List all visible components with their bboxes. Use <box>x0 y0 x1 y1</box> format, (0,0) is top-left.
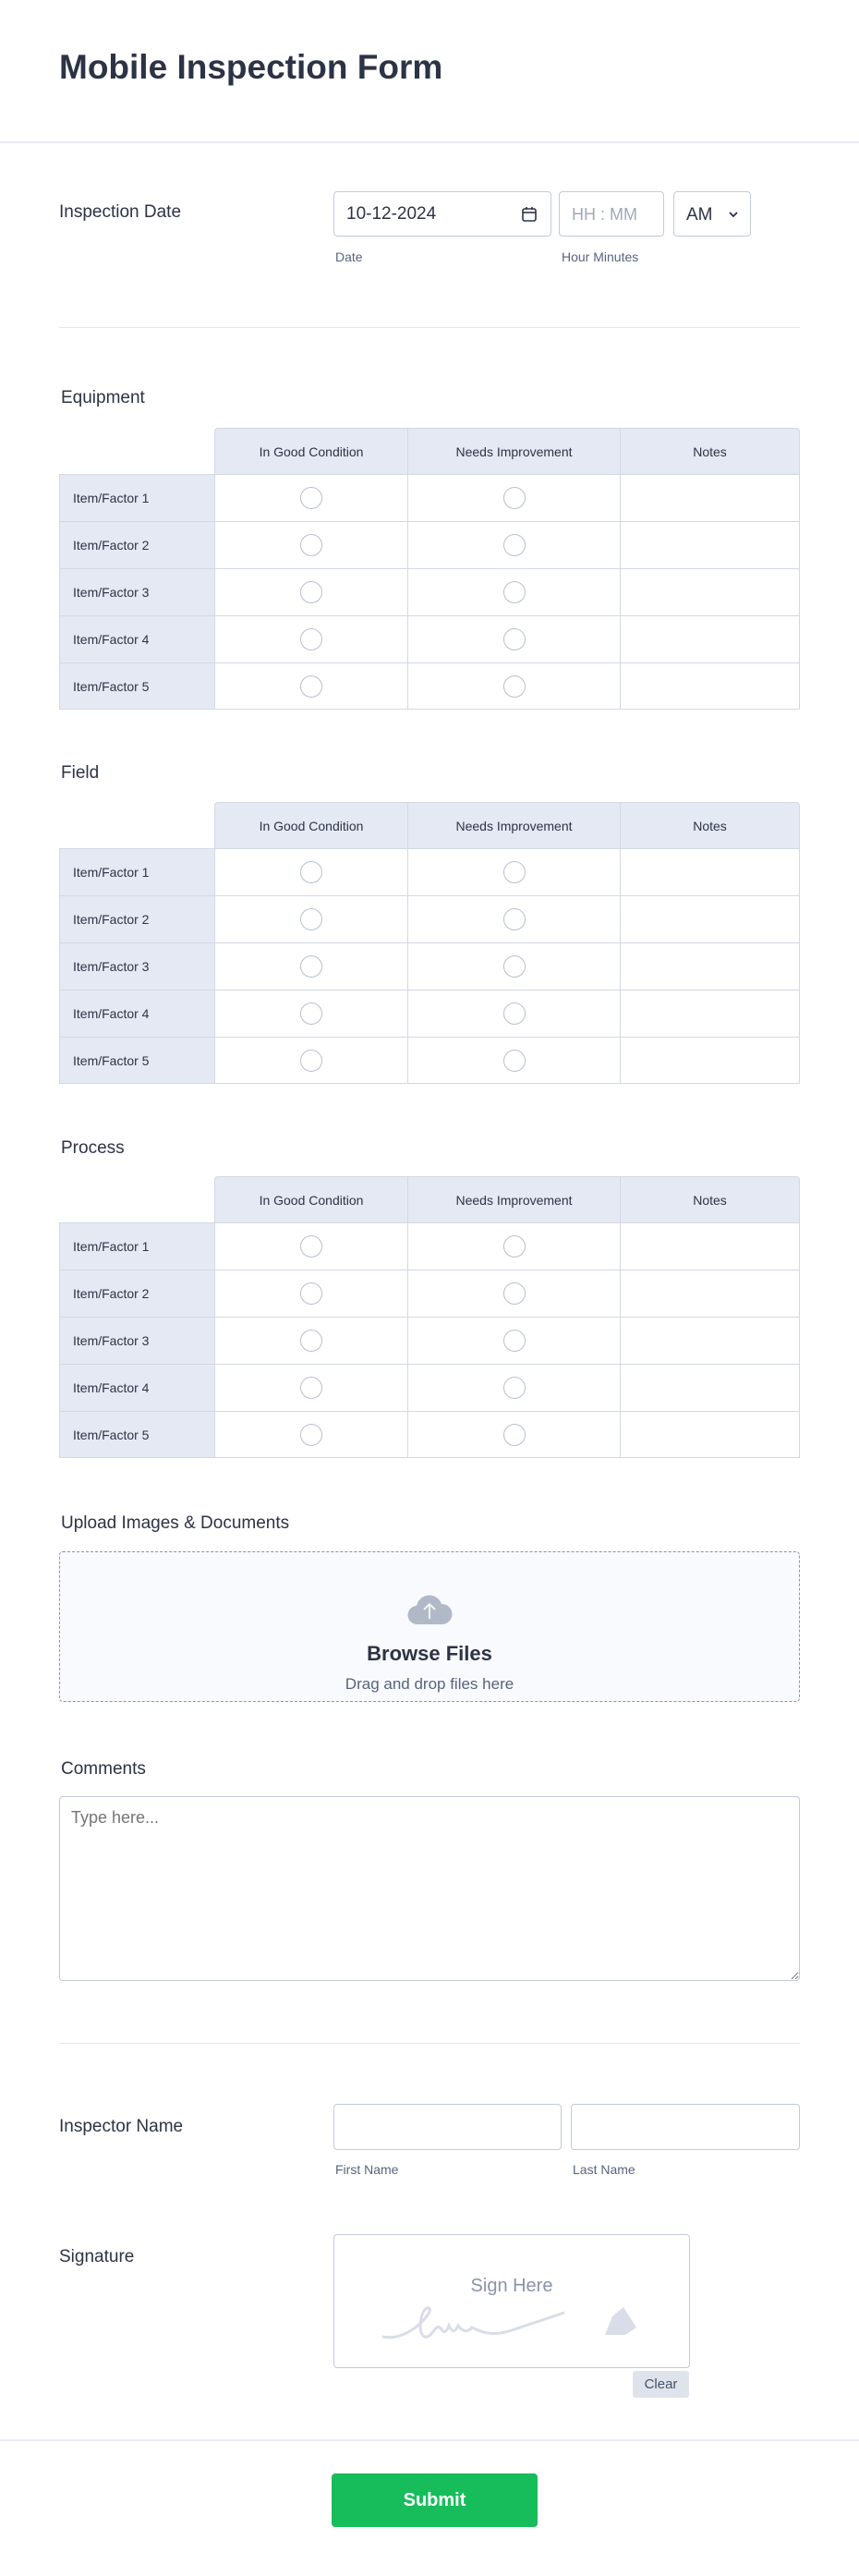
matrix-table <box>59 1176 800 1458</box>
table-row <box>59 568 800 615</box>
column-header: In Good Condition <box>214 428 407 474</box>
row-label: Item/Factor 2 <box>59 521 214 568</box>
table-row <box>59 990 800 1037</box>
column-header: Needs Improvement <box>407 802 620 848</box>
blank-header <box>59 802 214 848</box>
needs-improvement-radio[interactable] <box>503 1235 526 1258</box>
needs-improvement-cell <box>407 615 620 662</box>
needs-improvement-radio[interactable] <box>503 861 526 883</box>
good-condition-radio[interactable] <box>300 487 322 509</box>
time-placeholder: HH : MM <box>572 205 637 224</box>
blank-header <box>59 1176 214 1222</box>
footer-divider <box>0 2439 859 2441</box>
needs-improvement-cell <box>407 1364 620 1411</box>
needs-improvement-cell <box>407 1037 620 1084</box>
good-condition-cell <box>214 568 407 615</box>
date-input[interactable] <box>333 191 551 237</box>
row-label: Item/Factor 3 <box>59 568 214 615</box>
good-condition-radio[interactable] <box>300 534 322 556</box>
browse-files-button[interactable]: Browse Files <box>367 1642 492 1665</box>
row-label: Item/Factor 5 <box>59 1037 214 1084</box>
needs-improvement-radio[interactable] <box>503 1424 526 1446</box>
good-condition-cell <box>214 615 407 662</box>
good-condition-cell <box>214 521 407 568</box>
needs-improvement-radio[interactable] <box>503 1377 526 1399</box>
chevron-down-icon <box>728 211 739 218</box>
comments-label: Comments <box>61 1759 146 1779</box>
notes-cell[interactable] <box>620 615 800 662</box>
notes-cell[interactable] <box>620 521 800 568</box>
header-row <box>59 428 800 474</box>
notes-cell[interactable] <box>620 474 800 521</box>
needs-improvement-cell <box>407 942 620 990</box>
header-row <box>59 802 800 848</box>
needs-improvement-radio[interactable] <box>503 955 526 978</box>
notes-cell[interactable] <box>620 1317 800 1364</box>
page-title: Mobile Inspection Form <box>59 48 443 86</box>
row-label: Item/Factor 4 <box>59 615 214 662</box>
needs-improvement-cell <box>407 895 620 942</box>
notes-cell[interactable] <box>620 895 800 942</box>
notes-cell[interactable] <box>620 662 800 710</box>
calendar-icon[interactable] <box>521 205 538 224</box>
row-label: Item/Factor 5 <box>59 662 214 710</box>
table-row <box>59 1317 800 1364</box>
notes-cell[interactable] <box>620 942 800 990</box>
row-label: Item/Factor 3 <box>59 942 214 990</box>
matrix-table <box>59 802 800 1084</box>
good-condition-radio[interactable] <box>300 1424 322 1446</box>
good-condition-radio[interactable] <box>300 1330 322 1352</box>
first-name-sublabel: First Name <box>335 2162 399 2177</box>
table-row <box>59 662 800 710</box>
good-condition-radio[interactable] <box>300 675 322 698</box>
good-condition-cell <box>214 990 407 1037</box>
needs-improvement-radio[interactable] <box>503 1330 526 1352</box>
drop-hint: Drag and drop files here <box>345 1675 514 1693</box>
needs-improvement-cell <box>407 521 620 568</box>
column-header: Notes <box>620 1176 800 1222</box>
good-condition-cell <box>214 895 407 942</box>
table-row <box>59 942 800 990</box>
date-sublabel: Date <box>335 249 363 264</box>
good-condition-cell <box>214 474 407 521</box>
needs-improvement-radio[interactable] <box>503 628 526 650</box>
good-condition-cell <box>214 942 407 990</box>
table-row <box>59 1222 800 1270</box>
table-row <box>59 474 800 521</box>
signature-label: Signature <box>59 2247 135 2266</box>
column-header: Needs Improvement <box>407 428 620 474</box>
table-row <box>59 848 800 895</box>
matrix-table <box>59 428 800 710</box>
needs-improvement-cell <box>407 848 620 895</box>
notes-cell[interactable] <box>620 1270 800 1317</box>
submit-button[interactable]: Submit <box>332 2473 538 2527</box>
signature-scribble-icon <box>381 2300 658 2355</box>
header-row <box>59 1176 800 1222</box>
good-condition-cell <box>214 1270 407 1317</box>
needs-improvement-radio[interactable] <box>503 1282 526 1305</box>
row-label: Item/Factor 4 <box>59 990 214 1037</box>
needs-improvement-cell <box>407 1317 620 1364</box>
blank-header <box>59 428 214 474</box>
inspector-name-label: Inspector Name <box>59 2117 184 2136</box>
matrix-field <box>59 802 800 1084</box>
table-row <box>59 1364 800 1411</box>
needs-improvement-radio[interactable] <box>503 908 526 930</box>
good-condition-radio[interactable] <box>300 628 322 650</box>
needs-improvement-cell <box>407 662 620 710</box>
time-input[interactable] <box>559 191 664 237</box>
clear-signature-button[interactable]: Clear <box>633 2371 689 2398</box>
row-label: Item/Factor 1 <box>59 474 214 521</box>
good-condition-cell <box>214 1317 407 1364</box>
needs-improvement-cell <box>407 1270 620 1317</box>
needs-improvement-cell <box>407 474 620 521</box>
matrix-process <box>59 1176 800 1458</box>
needs-improvement-cell <box>407 1411 620 1458</box>
good-condition-cell <box>214 1037 407 1084</box>
row-label: Item/Factor 5 <box>59 1411 214 1458</box>
good-condition-radio[interactable] <box>300 908 322 930</box>
good-condition-radio[interactable] <box>300 1235 322 1258</box>
matrix-label: Equipment <box>61 388 145 407</box>
needs-improvement-cell <box>407 568 620 615</box>
sign-here-placeholder: Sign Here <box>470 2276 553 2296</box>
table-row <box>59 895 800 942</box>
row-label: Item/Factor 2 <box>59 895 214 942</box>
matrix-label: Field <box>61 763 100 783</box>
section-divider <box>59 2043 800 2044</box>
good-condition-radio[interactable] <box>300 581 322 603</box>
row-label: Item/Factor 4 <box>59 1364 214 1411</box>
ampm-select[interactable] <box>673 191 751 237</box>
good-condition-radio[interactable] <box>300 1282 322 1305</box>
needs-improvement-radio[interactable] <box>503 675 526 698</box>
good-condition-radio[interactable] <box>300 1002 322 1025</box>
table-row <box>59 615 800 662</box>
column-header: Notes <box>620 428 800 474</box>
notes-cell[interactable] <box>620 1364 800 1411</box>
column-header: Notes <box>620 802 800 848</box>
column-header: In Good Condition <box>214 802 407 848</box>
cloud-upload-icon <box>406 1591 453 1626</box>
needs-improvement-cell <box>407 990 620 1037</box>
notes-cell[interactable] <box>620 1411 800 1458</box>
section-divider <box>59 327 800 328</box>
signature-pad[interactable] <box>333 2234 690 2368</box>
ampm-value: AM <box>686 205 713 225</box>
matrix-label: Process <box>61 1138 125 1158</box>
table-row <box>59 1270 800 1317</box>
row-label: Item/Factor 3 <box>59 1317 214 1364</box>
good-condition-cell <box>214 662 407 710</box>
notes-cell[interactable] <box>620 1037 800 1084</box>
comments-textarea[interactable] <box>59 1796 800 1981</box>
last-name-input[interactable] <box>571 2104 800 2150</box>
file-dropzone[interactable] <box>59 1551 800 1702</box>
good-condition-radio[interactable] <box>300 1377 322 1399</box>
good-condition-radio[interactable] <box>300 1050 322 1072</box>
needs-improvement-radio[interactable] <box>503 581 526 603</box>
good-condition-cell <box>214 848 407 895</box>
table-row <box>59 1411 800 1458</box>
table-row <box>59 1037 800 1084</box>
time-sublabel: Hour Minutes <box>562 249 639 264</box>
good-condition-radio[interactable] <box>300 861 322 883</box>
notes-cell[interactable] <box>620 848 800 895</box>
notes-cell[interactable] <box>620 990 800 1037</box>
last-name-sublabel: Last Name <box>573 2162 635 2177</box>
matrix-equipment <box>59 428 800 710</box>
date-value: 10-12-2024 <box>346 204 437 224</box>
notes-cell[interactable] <box>620 1222 800 1270</box>
inspection-date-label: Inspection Date <box>59 202 182 222</box>
row-label: Item/Factor 1 <box>59 1222 214 1270</box>
table-row <box>59 521 800 568</box>
needs-improvement-radio[interactable] <box>503 1050 526 1072</box>
needs-improvement-radio[interactable] <box>503 1002 526 1025</box>
good-condition-cell <box>214 1222 407 1270</box>
upload-label: Upload Images & Documents <box>61 1513 290 1533</box>
row-label: Item/Factor 1 <box>59 848 214 895</box>
needs-improvement-radio[interactable] <box>503 487 526 509</box>
notes-cell[interactable] <box>620 568 800 615</box>
column-header: Needs Improvement <box>407 1176 620 1222</box>
needs-improvement-radio[interactable] <box>503 534 526 556</box>
column-header: In Good Condition <box>214 1176 407 1222</box>
row-label: Item/Factor 2 <box>59 1270 214 1317</box>
good-condition-cell <box>214 1411 407 1458</box>
good-condition-cell <box>214 1364 407 1411</box>
good-condition-radio[interactable] <box>300 955 322 978</box>
needs-improvement-cell <box>407 1222 620 1270</box>
first-name-input[interactable] <box>333 2104 562 2150</box>
